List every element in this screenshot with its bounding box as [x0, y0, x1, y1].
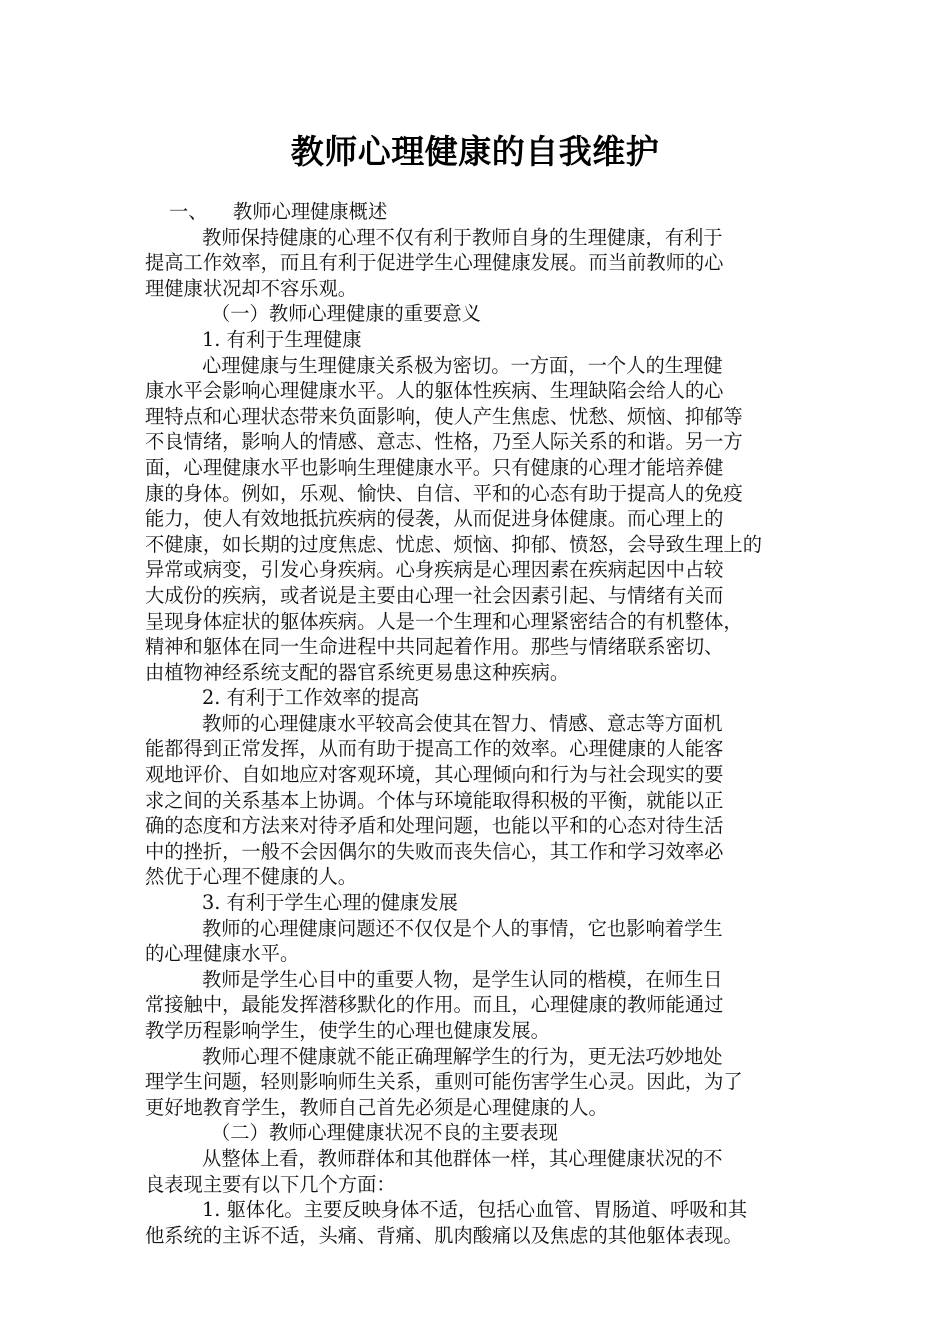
text-line: 中的挫折，一般不会因偶尔的失败而丧失信心，其工作和学习效率必 [145, 839, 724, 863]
text-line: 良表现主要有以下几个方面： [145, 1172, 396, 1196]
text-line: （一）教师心理健康的重要意义 [211, 302, 481, 326]
text-line: 康的身体。例如，乐观、愉快、自信、平和的心态有助于提高人的免疫 [145, 481, 743, 505]
text-line: 1. 躯体化。主要反映身体不适，包括心血管、胃肠道、呼吸和其 [202, 1198, 748, 1222]
section-heading-text: 教师心理健康概述 [233, 200, 388, 223]
document-title: 教师心理健康的自我维护 [290, 132, 660, 171]
text-line: 从整体上看，教师群体和其他群体一样，其心理健康状况的不 [202, 1146, 723, 1170]
text-line: 教学历程影响学生，使学生的心理也健康发展。 [145, 1019, 550, 1042]
text-line: 更好地教育学生，教师自己首先必须是心理健康的人。 [145, 1095, 608, 1119]
text-line: 教师的心理健康水平较高会使其在智力、情感、意志等方面机 [202, 711, 723, 735]
text-line: （二）教师心理健康状况不良的主要表现 [211, 1121, 559, 1145]
text-line: 理健康状况却不容乐观。 [145, 276, 358, 300]
text-line: 教师的心理健康问题还不仅仅是个人的事情，它也影响着学生 [202, 916, 723, 940]
text-line: 2. 有利于工作效率的提高 [202, 686, 420, 710]
text-line: 教师是学生心目中的重要人物，是学生认同的楷模，在师生日 [202, 967, 723, 991]
text-line: 呈现身体症状的躯体疾病。人是一个生理和心理紧密结合的有机整体， [145, 609, 743, 633]
paragraph-lines [145, 225, 817, 1249]
section-heading [145, 199, 817, 225]
text-line: 不健康，如长期的过度焦虑、忧虑、烦恼、抑郁、愤怒，会导致生理上的 [145, 532, 762, 556]
text-line: 的心理健康水平。 [145, 942, 300, 966]
text-line: 能力，使人有效地抵抗疾病的侵袭，从而促进身体健康。而心理上的 [145, 507, 724, 531]
text-line: 提高工作效率，而且有利于促进学生心理健康发展。而当前教师的心 [145, 251, 724, 275]
text-line: 求之间的关系基本上协调。个体与环境能取得积极的平衡，就能以正 [145, 788, 724, 812]
text-line: 常接触中，最能发挥潜移默化的作用。而且，心理健康的教师能通过 [145, 993, 724, 1017]
text-line: 不良情绪，影响人的情感、意志、性格，乃至人际关系的和谐。另一方 [145, 430, 743, 454]
text-line: 教师心理不健康就不能正确理解学生的行为，更无法巧妙地处 [202, 1044, 723, 1068]
text-line: 能都得到正常发挥，从而有助于提高工作的效率。心理健康的人能客 [145, 737, 724, 761]
text-line: 由植物神经系统支配的器官系统更易患这种疾病。 [145, 660, 570, 684]
section-number: 一、 [169, 200, 208, 223]
text-line: 教师保持健康的心理不仅有利于教师自身的生理健康，有利于 [202, 225, 723, 249]
text-line: 1. 有利于生理健康 [202, 327, 362, 351]
text-line: 确的态度和方法来对待矛盾和处理问题，也能以平和的心态对待生活 [145, 814, 724, 838]
text-line: 然优于心理不健康的人。 [145, 865, 358, 889]
text-line: 面，心理健康水平也影响生理健康水平。只有健康的心理才能培养健 [145, 455, 724, 479]
text-line: 康水平会影响心理健康水平。人的躯体性疾病、生理缺陷会给人的心 [145, 379, 724, 403]
text-line: 异常或病变，引发心身疾病。心身疾病是心理因素在疾病起因中占较 [145, 558, 724, 582]
text-line: 3. 有利于学生心理的健康发展 [202, 891, 458, 915]
text-line: 理学生问题，轻则影响师生关系，重则可能伤害学生心灵。因此，为了 [145, 1070, 743, 1094]
text-line: 精神和躯体在同一生命进程中共同起着作用。那些与情绪联系密切、 [145, 635, 724, 659]
text-line: 他系统的主诉不适，头痛、背痛、肌肉酸痛以及焦虑的其他躯体表现。 [145, 1223, 743, 1247]
text-line: 大成份的疾病，或者说是主要由心理一社会因素引起、与情绪有关而 [145, 583, 724, 607]
text-line: 理特点和心理状态带来负面影响，使人产生焦虑、忧愁、烦恼、抑郁等 [145, 404, 743, 428]
text-line: 心理健康与生理健康关系极为密切。一方面，一个人的生理健 [202, 353, 723, 377]
document-body [145, 199, 817, 1248]
text-line: 观地评价、自如地应对客观环境，其心理倾向和行为与社会现实的要 [145, 763, 724, 787]
